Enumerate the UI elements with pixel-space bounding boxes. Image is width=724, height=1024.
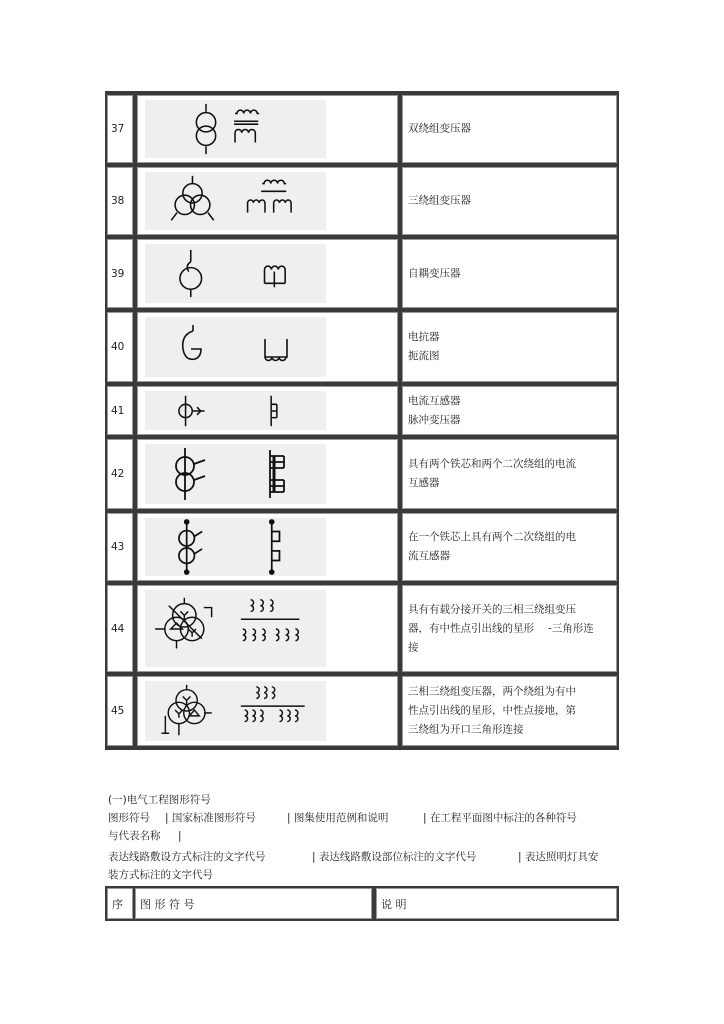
table-row	[107, 583, 617, 674]
nav-line-4[interactable]: 装方式标注的文字代号	[108, 869, 213, 881]
current-transformer-symbol	[145, 391, 326, 430]
nav-link-symbols-continued[interactable]: 与代表名称	[108, 830, 161, 842]
table-row	[107, 237, 617, 310]
next-table-header	[105, 886, 619, 921]
row-number: 42	[111, 468, 125, 480]
row-description: 三绕组变压器	[408, 194, 471, 207]
autotransformer-symbol	[145, 244, 326, 303]
nav-line-2	[108, 828, 608, 844]
row-description: 双绕组变压器	[408, 122, 471, 135]
three-phase-three-winding-oltc-transformer-symbol	[145, 590, 326, 667]
row-number: 39	[111, 267, 125, 280]
row-number: 43	[111, 541, 125, 553]
row-number: 44	[111, 622, 125, 635]
row-description: 电流互感器 脉冲变压器	[408, 394, 461, 426]
row-number: 38	[111, 195, 125, 207]
header-seq: 序	[112, 897, 123, 911]
section-title: (一)电气工程图形符号	[108, 794, 211, 806]
table-row	[107, 93, 617, 165]
table-row	[107, 674, 617, 748]
table-row	[107, 511, 617, 583]
two-winding-transformer-symbol	[145, 100, 326, 158]
row-number: 45	[111, 705, 125, 717]
nav-link-plan-symbols[interactable]: | 在工程平面图中标注的各种符号	[423, 812, 577, 824]
nav-link-lighting-install-codes[interactable]: | 表达照明灯具安	[518, 851, 599, 863]
row-description: 具有有载分接开关的三相三绕组变压 器，有中性点引出线的星形 -三角形连 接	[408, 603, 594, 653]
row-description: 具有两个铁芯和两个二次绕组的电流 互感器	[408, 458, 576, 489]
single-core-double-secondary-ct-symbol	[145, 518, 326, 576]
nav-separator: |	[178, 830, 182, 842]
row-number: 40	[111, 341, 125, 353]
nav-line-3	[108, 849, 608, 865]
nav-link-laying-location-codes[interactable]: | 表达线路敷设部位标注的文字代号	[312, 851, 477, 863]
row-description: 电抗器 扼流图	[408, 331, 440, 362]
nav-link-graphic-symbols[interactable]: 图形符号	[108, 812, 150, 824]
nav-link-laying-method-codes[interactable]: 表达线路敷设方式标注的文字代号	[108, 851, 266, 863]
table-row	[107, 437, 617, 511]
row-number: 41	[111, 404, 125, 417]
three-phase-three-winding-grounded-transformer-symbol	[145, 681, 326, 741]
reactor-symbol	[145, 317, 326, 377]
symbol-table	[105, 91, 619, 750]
row-description: 三相三绕组变压器，两个绕组为有中 性点引出线的星形，中性点接地，第 三绕组为开口三角形连接	[408, 685, 576, 736]
table-row	[107, 384, 617, 437]
nav-line-1	[108, 810, 608, 826]
header-symbol: 图 形 符 号	[140, 897, 195, 911]
row-description: 自耦变压器	[408, 267, 461, 279]
row-description: 在一个铁芯上具有两个二次绕组的电 流互感器	[408, 531, 576, 562]
two-core-current-transformer-symbol	[145, 444, 326, 504]
table-row	[107, 310, 617, 384]
nav-link-national-standard-symbols[interactable]: | 国家标准图形符号	[165, 812, 256, 824]
header-description: 说 明	[381, 897, 407, 911]
table-row	[107, 165, 617, 237]
nav-link-atlas-usage-examples[interactable]: | 图集使用范例和说明	[287, 812, 389, 824]
row-number: 37	[111, 123, 125, 135]
three-winding-transformer-symbol	[145, 172, 326, 230]
